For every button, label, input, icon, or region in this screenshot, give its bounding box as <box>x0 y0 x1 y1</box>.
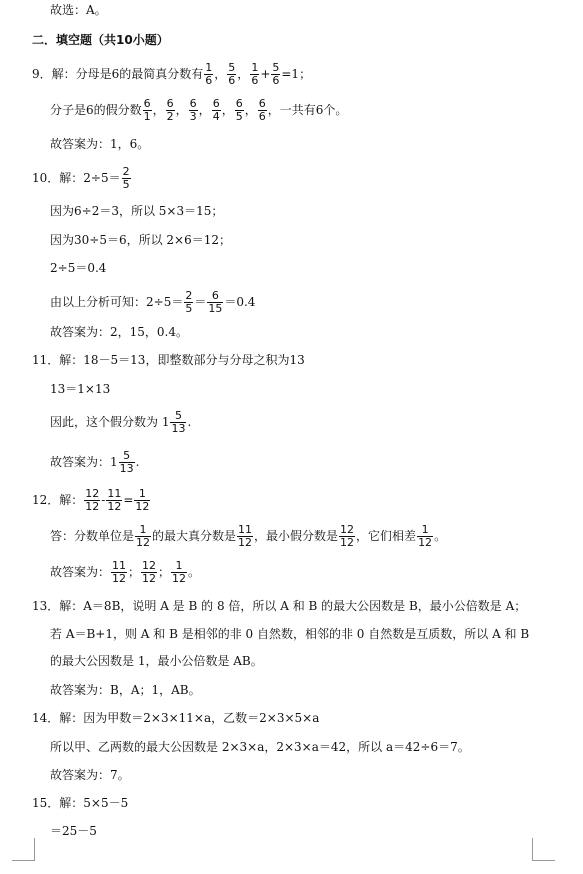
fraction: $\frac{1}{6}$ <box>251 61 259 87</box>
q14-answer: 故答案为：7。 <box>50 768 130 782</box>
fraction: $\frac{5}{13}$ <box>119 449 134 475</box>
fraction: $\frac{2}{5}$ <box>185 289 193 315</box>
q15-line1: 15．解：5×5－5 <box>32 796 129 810</box>
q14-line1: 14．解：因为甲数＝2×3×11×a，乙数＝2×3×5×a <box>32 711 320 725</box>
fraction: $\frac{12}{12}$ <box>85 487 100 513</box>
fraction: $\frac{11}{12}$ <box>238 523 253 549</box>
q12-answer: 故答案为： $\frac{11}{12}$ ； $\frac{12}{12}$ ； $\frac{1}{12}$ 。 <box>50 559 201 585</box>
q14-line2: 所以甲、乙两数的最大公因数是 2×3×a，2×3×a＝42，所以 a＝42÷6＝7。 <box>50 740 470 754</box>
fraction: $\frac{2}{5}$ <box>122 165 130 191</box>
q13-line2: 若 A＝B+1，则 A 和 B 是相邻的非 0 自然数，相邻的非 0 自然数是互质数，所以 A 和 B <box>50 627 530 641</box>
q10-line5: 由以上分析可知：2÷5＝ $\frac{2}{5}$ ＝ $\frac{6}{15}$ ＝0.4 <box>50 289 256 315</box>
fraction: $\frac{5}{6}$ <box>228 61 236 87</box>
fraction: $\frac{5}{13}$ <box>171 409 186 435</box>
fraction: $\frac{5}{6}$ <box>272 61 280 87</box>
crop-mark-right <box>532 838 555 861</box>
q10-line3: 因为30÷5＝6，所以 2×6＝12； <box>50 233 232 247</box>
fraction: $\frac{11}{12}$ <box>107 487 122 513</box>
q11-line1: 11．解：18－5＝13，即整数部分与分母之积为13 <box>32 353 305 367</box>
fraction: $\frac{6}{15}$ <box>208 289 223 315</box>
fraction: $\frac{6}{2}$ <box>166 97 174 123</box>
q13-line1: 13．解：A＝8B，说明 A 是 B 的 8 倍，所以 A 和 B 的最大公因数是 B，最小公倍数是 A； <box>32 599 527 613</box>
q10-line4: 2÷5＝0.4 <box>50 261 107 275</box>
fraction: $\frac{6}{4}$ <box>212 97 220 123</box>
fraction: $\frac{6}{1}$ <box>143 97 151 123</box>
q11-line3: 因此，这个假分数为 1 $\frac{5}{13}$ . <box>50 409 192 435</box>
q11-line2: 13＝1×13 <box>50 382 111 396</box>
fraction: $\frac{1}{6}$ <box>205 61 213 87</box>
fraction: $\frac{6}{6}$ <box>258 97 266 123</box>
q10-line1: 10．解：2÷5＝ $\frac{2}{5}$ <box>32 165 130 191</box>
fraction: $\frac{6}{5}$ <box>235 97 243 123</box>
q10-answer: 故答案为：2，15，0.4。 <box>50 325 188 339</box>
fraction: $\frac{1}{12}$ <box>135 487 150 513</box>
fraction: $\frac{1}{12}$ <box>172 559 187 585</box>
q13-answer: 故答案为：B，A；1，AB。 <box>50 683 201 697</box>
fraction: $\frac{12}{12}$ <box>340 523 355 549</box>
q9-line1: 9．解：分母是6的最简真分数有 $\frac{1}{6}$ ， $\frac{5}{6}$ ， $\frac{1}{6}$ + $\frac{5}{6}$ =1； <box>32 61 312 87</box>
q15-line2: ＝25－5 <box>50 824 97 838</box>
q9-line2: 分子是6的假分数 $\frac{6}{1}$ ， $\frac{6}{2}$ ， $\frac{6}{3}$ ， $\frac{6}{4}$ ， $\frac{6}{5}$ ， $\frac{6}{6}$ ，一共有6个。 <box>50 97 348 123</box>
prev-answer: 故选：A。 <box>50 3 107 17</box>
crop-mark-left <box>12 838 35 861</box>
fraction: $\frac{12}{12}$ <box>142 559 157 585</box>
q12-line2: 答：分数单位是 $\frac{1}{12}$ 的最大真分数是 $\frac{11}{12}$ ，最小假分数是 $\frac{12}{12}$ ，它们相差 $\frac{1}{12}$ 。 <box>50 523 447 549</box>
q10-line2: 因为6÷2＝3，所以 5×3＝15； <box>50 204 224 218</box>
q9-answer: 故答案为：1，6。 <box>50 137 150 151</box>
section-title: 二．填空题（共10小题） <box>32 33 169 47</box>
fraction: $\frac{6}{3}$ <box>189 97 197 123</box>
q13-line3: 的最大公因数是 1，最小公倍数是 AB。 <box>50 654 263 668</box>
fraction: $\frac{1}{12}$ <box>418 523 433 549</box>
fraction: $\frac{11}{12}$ <box>112 559 127 585</box>
fraction: $\frac{1}{12}$ <box>136 523 151 549</box>
q12-line1: 12．解： $\frac{12}{12}$ - $\frac{11}{12}$ = $\frac{1}{12}$ <box>32 487 150 513</box>
q11-answer: 故答案为：1 $\frac{5}{13}$ . <box>50 449 140 475</box>
